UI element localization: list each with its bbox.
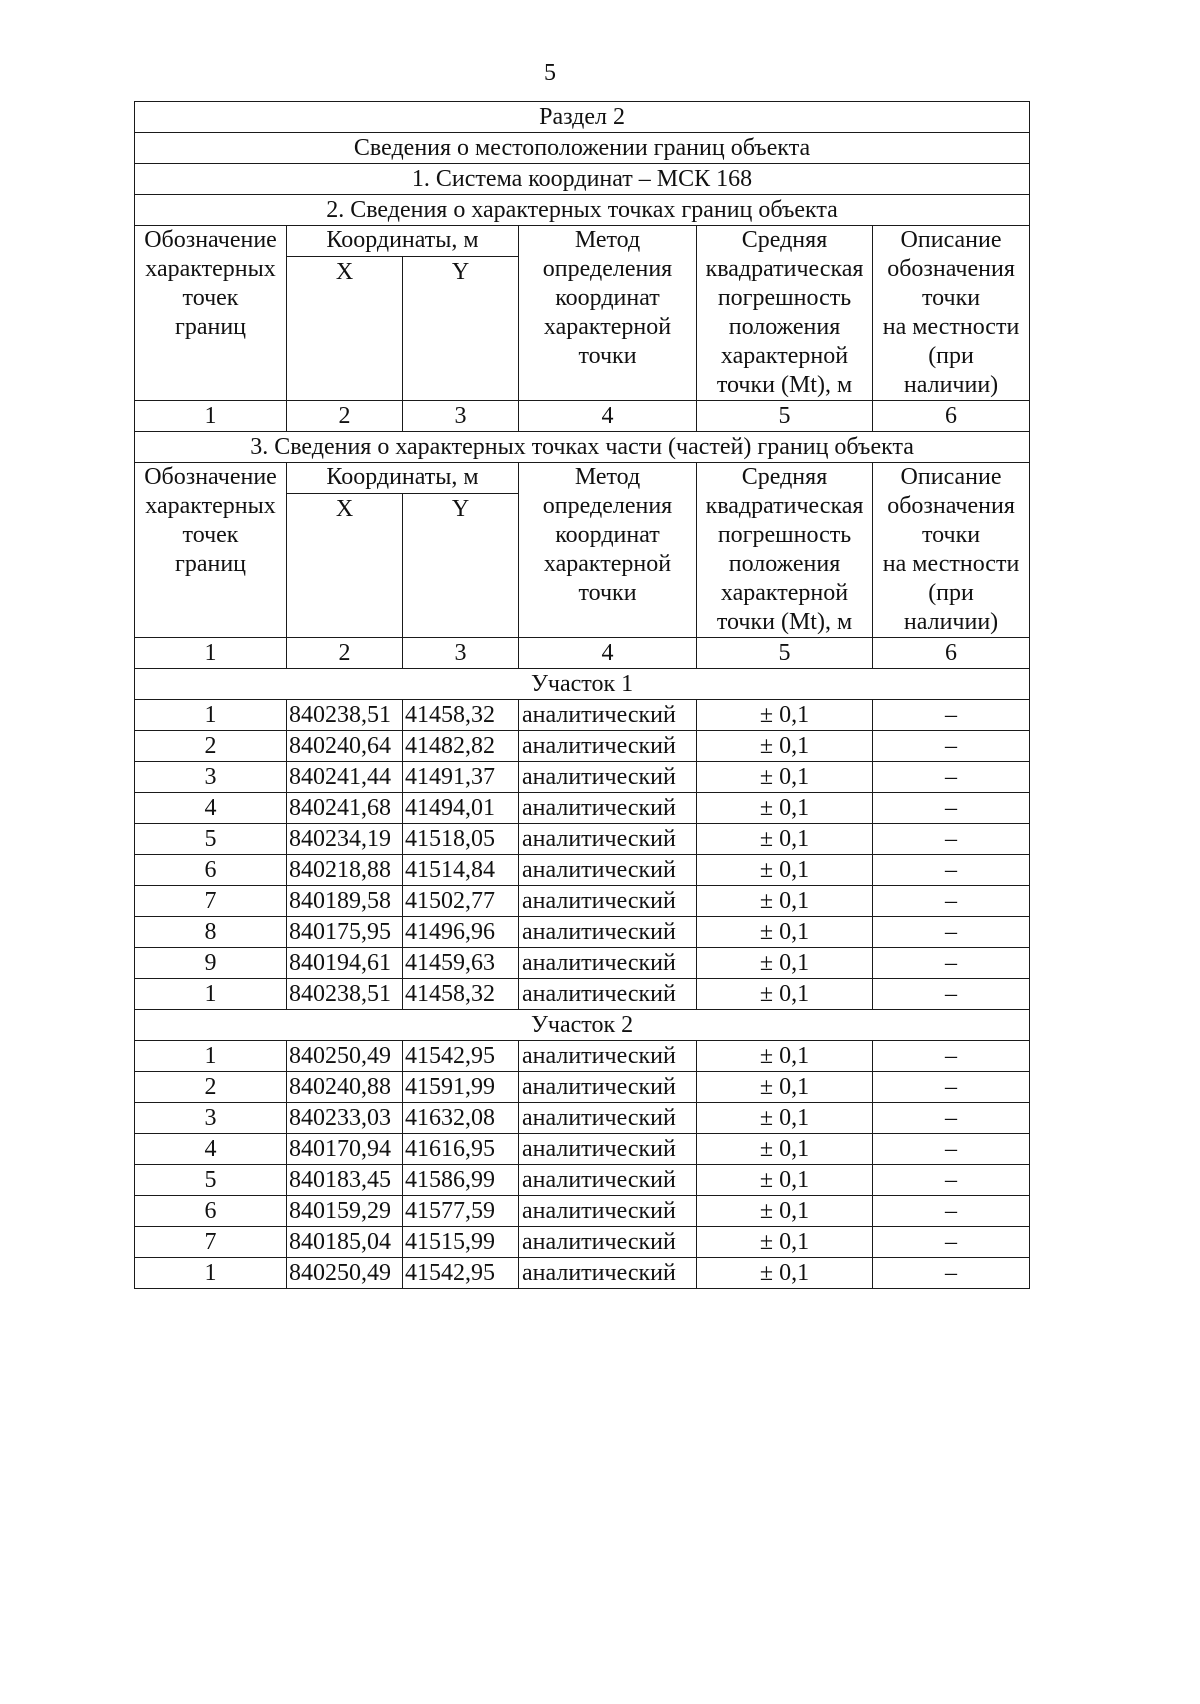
part3-column-number: 1 (135, 638, 287, 669)
error-value: ± 0,1 (697, 731, 873, 762)
page-number: 5 (544, 60, 556, 86)
y-coordinate: 41459,63 (403, 948, 519, 979)
part3-error-header-line: положения (728, 551, 841, 577)
x-coordinate: 840241,44 (287, 762, 403, 793)
x-coordinate: 840159,29 (287, 1196, 403, 1227)
x-coordinate: 840175,95 (287, 917, 403, 948)
table-row (135, 1165, 1030, 1196)
point-number: 4 (135, 1134, 287, 1165)
point-number: 1 (135, 979, 287, 1010)
point-number: 6 (135, 855, 287, 886)
table-row (135, 979, 1030, 1010)
error-value: ± 0,1 (697, 1165, 873, 1196)
x-coordinate: 840241,68 (287, 793, 403, 824)
part2-description-header-line: Описание (900, 227, 1002, 253)
part3-description-header (873, 463, 1030, 638)
point-number: 4 (135, 793, 287, 824)
table-row (135, 948, 1030, 979)
part3-error-header-line: характерной (720, 580, 849, 606)
error-value: ± 0,1 (697, 948, 873, 979)
part3-designation-header-line: Обозначение (144, 464, 277, 490)
part2-column-number: 6 (873, 401, 1030, 432)
y-coordinate: 41616,95 (403, 1134, 519, 1165)
method-value: аналитический (519, 762, 697, 793)
point-number: 3 (135, 1103, 287, 1134)
part2-description-header-line: точки (921, 285, 981, 311)
part2-column-number: 2 (287, 401, 403, 432)
part3-error-header (697, 463, 873, 638)
y-coordinate: 41491,37 (403, 762, 519, 793)
error-value: ± 0,1 (697, 1258, 873, 1289)
y-coordinate: 41632,08 (403, 1103, 519, 1134)
x-coordinate: 840250,49 (287, 1041, 403, 1072)
part2-designation-header-line: Обозначение (144, 227, 277, 253)
part2-y-header: Y (403, 257, 519, 401)
method-value: аналитический (519, 917, 697, 948)
method-value: аналитический (519, 1227, 697, 1258)
point-number: 2 (135, 731, 287, 762)
section-title: Раздел 2 (135, 102, 1030, 133)
part3-column-number: 4 (519, 638, 697, 669)
description-value: – (873, 1134, 1030, 1165)
part3-description-header-line: (при (928, 580, 974, 606)
part2-error-header-line: Средняя (741, 227, 828, 253)
description-value: – (873, 1258, 1030, 1289)
description-value: – (873, 731, 1030, 762)
method-value: аналитический (519, 793, 697, 824)
part3-method-header-line: определения (542, 493, 673, 519)
point-number: 2 (135, 1072, 287, 1103)
y-coordinate: 41518,05 (403, 824, 519, 855)
method-value: аналитический (519, 855, 697, 886)
part2-error-header (697, 226, 873, 401)
error-value: ± 0,1 (697, 793, 873, 824)
x-coordinate: 840233,03 (287, 1103, 403, 1134)
x-coordinate: 840240,88 (287, 1072, 403, 1103)
error-value: ± 0,1 (697, 1134, 873, 1165)
part3-designation-header-line: точек (182, 522, 239, 548)
table-row (135, 1227, 1030, 1258)
error-value: ± 0,1 (697, 1103, 873, 1134)
method-value: аналитический (519, 886, 697, 917)
method-value: аналитический (519, 979, 697, 1010)
part2-description-header-line: на местности (882, 314, 1020, 340)
point-number: 5 (135, 1165, 287, 1196)
table-row (135, 793, 1030, 824)
part2-title: 2. Сведения о характерных точках границ объекта (135, 195, 1030, 226)
part2-method-header-line: точки (578, 343, 637, 369)
part2-description-header (873, 226, 1030, 401)
part2-method-header-line: координат (555, 285, 660, 311)
error-value: ± 0,1 (697, 917, 873, 948)
part3-coordinates-header: Координаты, м (287, 463, 519, 494)
x-coordinate: 840183,45 (287, 1165, 403, 1196)
description-value: – (873, 979, 1030, 1010)
y-coordinate: 41542,95 (403, 1041, 519, 1072)
method-value: аналитический (519, 1165, 697, 1196)
part2-description-header-line: (при (928, 343, 974, 369)
y-coordinate: 41494,01 (403, 793, 519, 824)
plot-title: Участок 2 (135, 1010, 1030, 1041)
part3-error-header-line: Средняя (741, 464, 828, 490)
coordinate-system: 1. Система координат – МСК 168 (135, 164, 1030, 195)
part3-method-header-line: точки (578, 580, 637, 606)
part2-designation-header (135, 226, 287, 401)
y-coordinate: 41514,84 (403, 855, 519, 886)
method-value: аналитический (519, 824, 697, 855)
description-value: – (873, 948, 1030, 979)
x-coordinate: 840189,58 (287, 886, 403, 917)
x-coordinate: 840240,64 (287, 731, 403, 762)
point-number: 1 (135, 1041, 287, 1072)
part2-error-header-line: погрешность (717, 285, 852, 311)
part3-error-header-line: квадратическая (705, 493, 864, 519)
description-value: – (873, 700, 1030, 731)
plot-title: Участок 1 (135, 669, 1030, 700)
boundary-coordinates-table (134, 101, 1030, 1289)
table-row (135, 731, 1030, 762)
part2-x-header: X (287, 257, 403, 401)
y-coordinate: 41577,59 (403, 1196, 519, 1227)
part2-column-number: 4 (519, 401, 697, 432)
part3-column-number: 3 (403, 638, 519, 669)
description-value: – (873, 1227, 1030, 1258)
part2-coordinates-header: Координаты, м (287, 226, 519, 257)
table-row (135, 917, 1030, 948)
part2-error-header-line: характерной (720, 343, 849, 369)
part2-designation-header-line: характерных (145, 256, 276, 282)
x-coordinate: 840238,51 (287, 700, 403, 731)
error-value: ± 0,1 (697, 1041, 873, 1072)
description-value: – (873, 1196, 1030, 1227)
description-value: – (873, 886, 1030, 917)
section-subtitle: Сведения о местоположении границ объекта (135, 133, 1030, 164)
error-value: ± 0,1 (697, 824, 873, 855)
point-number: 3 (135, 762, 287, 793)
part3-description-header-line: точки (921, 522, 981, 548)
description-value: – (873, 855, 1030, 886)
part3-error-header-line: точки (Mt), м (716, 609, 853, 635)
method-value: аналитический (519, 1258, 697, 1289)
x-coordinate: 840218,88 (287, 855, 403, 886)
part2-error-header-line: положения (728, 314, 841, 340)
part2-description-header-line: наличии) (903, 372, 999, 398)
method-value: аналитический (519, 948, 697, 979)
part3-method-header-line: координат (555, 522, 660, 548)
method-value: аналитический (519, 731, 697, 762)
part2-description-header-line: обозначения (887, 256, 1015, 282)
error-value: ± 0,1 (697, 1196, 873, 1227)
error-value: ± 0,1 (697, 1227, 873, 1258)
part3-column-number: 5 (697, 638, 873, 669)
part3-description-header-line: на местности (882, 551, 1020, 577)
y-coordinate: 41482,82 (403, 731, 519, 762)
method-value: аналитический (519, 1196, 697, 1227)
method-value: аналитический (519, 1134, 697, 1165)
x-coordinate: 840185,04 (287, 1227, 403, 1258)
y-coordinate: 41496,96 (403, 917, 519, 948)
method-value: аналитический (519, 1041, 697, 1072)
method-value: аналитический (519, 1103, 697, 1134)
part2-error-header-line: квадратическая (705, 256, 864, 282)
y-coordinate: 41458,32 (403, 979, 519, 1010)
description-value: – (873, 1072, 1030, 1103)
part3-x-header: X (287, 494, 403, 638)
point-number: 7 (135, 886, 287, 917)
table-row (135, 1072, 1030, 1103)
part3-description-header-line: наличии) (903, 609, 999, 635)
description-value: – (873, 1165, 1030, 1196)
part3-designation-header-line: границ (174, 551, 247, 577)
y-coordinate: 41542,95 (403, 1258, 519, 1289)
part3-method-header-line: Метод (574, 464, 641, 490)
part3-title: 3. Сведения о характерных точках части (частей) границ объекта (135, 432, 1030, 463)
table-row (135, 824, 1030, 855)
y-coordinate: 41515,99 (403, 1227, 519, 1258)
part2-method-header-line: определения (542, 256, 673, 282)
part3-column-number: 6 (873, 638, 1030, 669)
part3-designation-header-line: характерных (145, 493, 276, 519)
y-coordinate: 41591,99 (403, 1072, 519, 1103)
part3-error-header-line: погрешность (717, 522, 852, 548)
point-number: 7 (135, 1227, 287, 1258)
part2-column-number: 5 (697, 401, 873, 432)
x-coordinate: 840250,49 (287, 1258, 403, 1289)
point-number: 9 (135, 948, 287, 979)
part2-method-header-line: Метод (574, 227, 641, 253)
error-value: ± 0,1 (697, 762, 873, 793)
error-value: ± 0,1 (697, 886, 873, 917)
description-value: – (873, 762, 1030, 793)
point-number: 8 (135, 917, 287, 948)
table-row (135, 1196, 1030, 1227)
description-value: – (873, 1041, 1030, 1072)
x-coordinate: 840234,19 (287, 824, 403, 855)
part2-method-header (519, 226, 697, 401)
x-coordinate: 840238,51 (287, 979, 403, 1010)
error-value: ± 0,1 (697, 1072, 873, 1103)
table-row (135, 855, 1030, 886)
part3-description-header-line: Описание (900, 464, 1002, 490)
y-coordinate: 41502,77 (403, 886, 519, 917)
table-row (135, 1134, 1030, 1165)
point-number: 1 (135, 700, 287, 731)
point-number: 1 (135, 1258, 287, 1289)
part3-designation-header (135, 463, 287, 638)
point-number: 5 (135, 824, 287, 855)
part2-column-number: 3 (403, 401, 519, 432)
part3-column-number: 2 (287, 638, 403, 669)
part2-designation-header-line: точек (182, 285, 239, 311)
part3-description-header-line: обозначения (887, 493, 1015, 519)
x-coordinate: 840170,94 (287, 1134, 403, 1165)
table-row (135, 1103, 1030, 1134)
point-number: 6 (135, 1196, 287, 1227)
error-value: ± 0,1 (697, 979, 873, 1010)
description-value: – (873, 824, 1030, 855)
description-value: – (873, 1103, 1030, 1134)
description-value: – (873, 917, 1030, 948)
x-coordinate: 840194,61 (287, 948, 403, 979)
table-row (135, 700, 1030, 731)
part2-designation-header-line: границ (174, 314, 247, 340)
description-value: – (873, 793, 1030, 824)
error-value: ± 0,1 (697, 855, 873, 886)
method-value: аналитический (519, 1072, 697, 1103)
y-coordinate: 41458,32 (403, 700, 519, 731)
part3-y-header: Y (403, 494, 519, 638)
part3-method-header (519, 463, 697, 638)
method-value: аналитический (519, 700, 697, 731)
part2-method-header-line: характерной (543, 314, 672, 340)
error-value: ± 0,1 (697, 700, 873, 731)
part2-error-header-line: точки (Mt), м (716, 372, 853, 398)
part3-method-header-line: характерной (543, 551, 672, 577)
y-coordinate: 41586,99 (403, 1165, 519, 1196)
table-row (135, 762, 1030, 793)
table-row (135, 1258, 1030, 1289)
table-row (135, 1041, 1030, 1072)
table-row (135, 886, 1030, 917)
part2-column-number: 1 (135, 401, 287, 432)
